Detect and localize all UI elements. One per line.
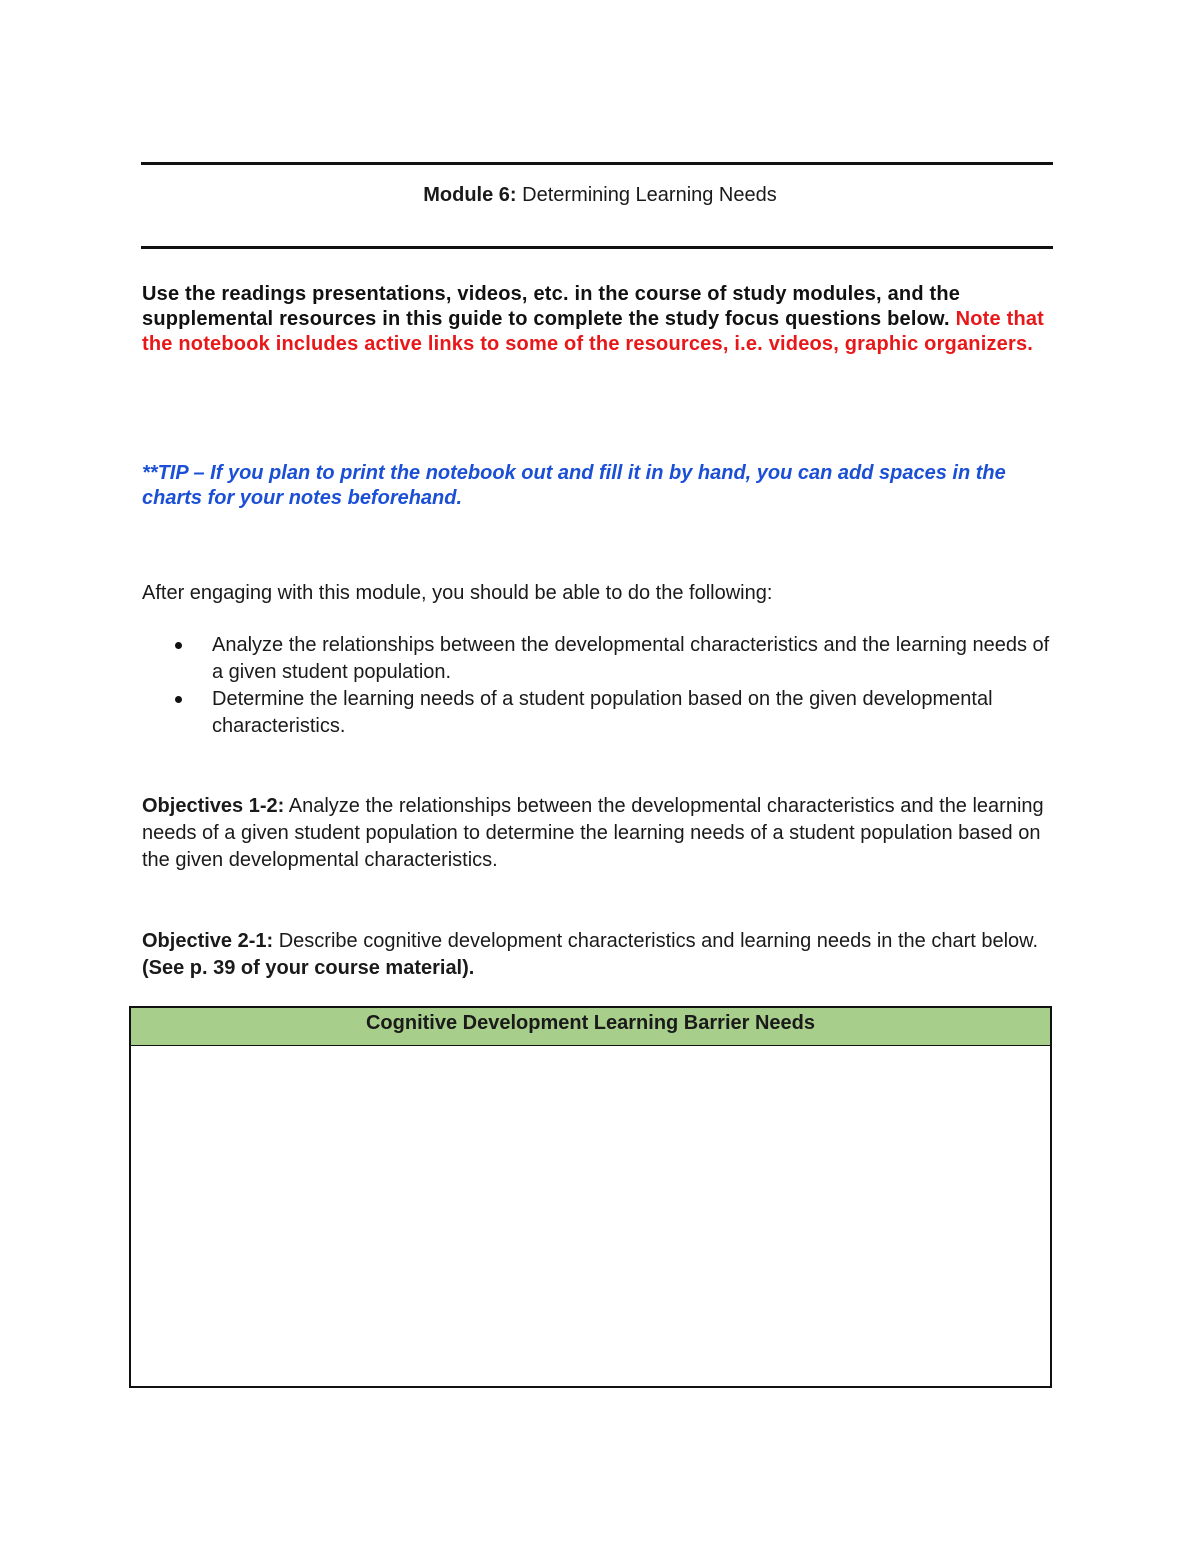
- top-divider: [141, 162, 1053, 165]
- intro-note: Note that the notebook includes active links to some of the resources, i.e. videos, graphic organizers.: [142, 308, 1045, 355]
- tip-paragraph: **TIP – If you plan to print the notebook out and fill it in by hand, you can add spaces in the charts for your notes beforehand.: [142, 462, 1006, 509]
- objectives-1-2-text: Analyze the relationships between the developmental characteristics and the learning needs of a given student population to determine the learning needs of a student population based on the given developmental characteristics.: [142, 795, 1044, 871]
- list-item: [142, 632, 1062, 686]
- list-item-text: Analyze the relationships between the developmental characteristics and the learning needs of a given student population.: [212, 634, 1050, 683]
- outcomes-lead: After engaging with this module, you should be able to do the following:: [142, 582, 773, 604]
- module-label: Module 6:: [423, 184, 517, 206]
- bullet-icon: [175, 642, 182, 649]
- bullet-icon: [175, 696, 182, 703]
- list-item: [142, 686, 1062, 740]
- module-title: Determining Learning Needs: [522, 184, 777, 206]
- notes-table: [129, 1006, 1052, 1388]
- objective-2-1: [142, 928, 1062, 982]
- list-item-text: Determine the learning needs of a student population based on the given developmental characteristics.: [212, 688, 993, 737]
- objectives-1-2: [142, 793, 1062, 874]
- objective-2-1-label: Objective 2-1:: [142, 930, 274, 952]
- module-heading: [0, 184, 1200, 207]
- notes-table-header: Cognitive Development Learning Barrier Needs: [131, 1008, 1050, 1046]
- objective-2-1-text: Describe cognitive development characteristics and learning needs in the chart below.: [278, 930, 1039, 952]
- intro-instructions: Use the readings presentations, videos, etc. in the course of study modules, and the supplemental resources in this guide to complete the study focus questions below.: [142, 283, 961, 330]
- notes-table-body[interactable]: [131, 1046, 1050, 1386]
- objectives-1-2-label: Objectives 1-2:: [142, 795, 285, 817]
- outcomes-list: [142, 632, 1062, 740]
- intro-paragraph: [142, 282, 1062, 357]
- objective-2-1-reference: (See p. 39 of your course material).: [142, 957, 475, 979]
- bottom-divider: [141, 246, 1053, 249]
